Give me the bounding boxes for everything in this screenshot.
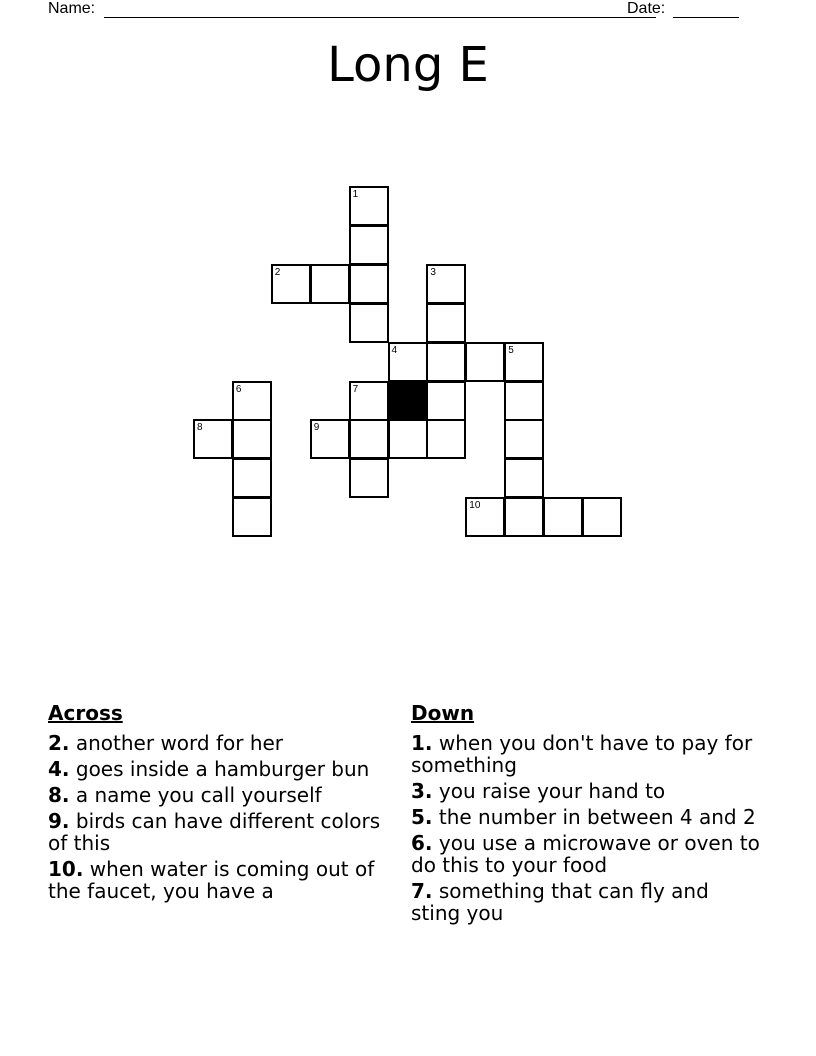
grid-cell[interactable]: [349, 186, 389, 226]
grid-cell[interactable]: [504, 342, 544, 382]
grid-cell[interactable]: [504, 497, 544, 537]
grid-cell[interactable]: [232, 497, 272, 537]
across-clue: [48, 758, 398, 780]
clue-number: 3.: [411, 779, 433, 803]
grid-cell[interactable]: [426, 381, 466, 421]
grid-cell[interactable]: [388, 419, 428, 459]
clue-text: you use a microwave or oven to do this to your food: [411, 831, 760, 877]
clue-number: 4.: [48, 757, 70, 781]
clue-number: 9.: [48, 809, 70, 833]
grid-cell[interactable]: [232, 419, 272, 459]
grid-cell[interactable]: [426, 264, 466, 304]
grid-cell[interactable]: [388, 342, 428, 382]
grid-cell[interactable]: [465, 497, 505, 537]
grid-black-cell: [388, 381, 428, 421]
clue-number: 7: [352, 383, 359, 395]
grid-cell[interactable]: [310, 419, 350, 459]
page-title: Long E: [327, 37, 489, 93]
grid-cell[interactable]: [426, 342, 466, 382]
clue-text: another word for her: [75, 731, 284, 755]
grid-cell[interactable]: [349, 303, 389, 343]
across-clue: [48, 858, 398, 902]
grid-cell[interactable]: [582, 497, 622, 537]
grid-cell[interactable]: [193, 419, 233, 459]
clue-number: 1: [352, 189, 359, 200]
date-label: Date:: [627, 0, 666, 17]
across-clue: [48, 784, 398, 806]
clue-text: a name you call yourself: [75, 783, 322, 807]
down-clue: [411, 806, 761, 828]
clue-number: 2.: [48, 731, 70, 755]
clue-text: goes inside a hamburger bun: [75, 757, 370, 781]
grid-cell[interactable]: [543, 497, 583, 537]
clue-number: 9: [313, 422, 320, 434]
grid-cell[interactable]: [504, 381, 544, 421]
across-clue: [48, 732, 398, 754]
clue-text: you raise your hand to: [438, 779, 666, 803]
down-clue: [411, 832, 761, 876]
clue-number: 3: [430, 266, 436, 278]
grid-cell[interactable]: [232, 458, 272, 498]
grid-cell[interactable]: [310, 264, 350, 304]
clue-number: 2: [274, 266, 281, 278]
grid-cell[interactable]: [426, 303, 466, 343]
clue-number: 10.: [48, 857, 84, 881]
clue-number: 1.: [411, 731, 433, 755]
clue-number: 5.: [411, 805, 433, 829]
grid-cell[interactable]: [349, 419, 389, 459]
clue-number: 10: [469, 500, 481, 512]
grid-cell[interactable]: [504, 419, 544, 459]
clue-number: 6: [235, 383, 242, 395]
down-clue: [411, 732, 761, 776]
across-heading: Across: [48, 701, 123, 725]
down-clue: [411, 780, 761, 802]
grid-cell[interactable]: [349, 264, 389, 304]
clue-text: birds can have different colors of this: [48, 809, 381, 855]
grid-cell[interactable]: [271, 264, 311, 304]
down-clues: [411, 702, 761, 928]
grid-cell[interactable]: [349, 458, 389, 498]
down-clue: [411, 880, 761, 924]
clue-number: 8.: [48, 783, 70, 807]
clue-number: 8: [197, 422, 203, 434]
clue-number: 7.: [411, 879, 433, 903]
name-label: Name:: [48, 0, 96, 17]
clue-text: when you don't have to pay for something: [411, 731, 753, 777]
down-clue-list: [411, 732, 761, 924]
clue-text: the number in between 4 and 2: [438, 805, 756, 829]
grid-cell[interactable]: [504, 458, 544, 498]
grid-cell[interactable]: [465, 342, 505, 382]
across-clue: [48, 810, 398, 854]
grid-cell[interactable]: [349, 381, 389, 421]
grid-cell[interactable]: [426, 419, 466, 459]
across-clue-list: [48, 732, 398, 902]
clue-number: 4: [391, 344, 398, 356]
clue-number: 6.: [411, 831, 433, 855]
clue-number: 5: [508, 344, 514, 356]
clue-text: something that can fly and sting you: [411, 879, 709, 925]
down-heading: Down: [411, 701, 475, 725]
clue-text: when water is coming out of the faucet, you have a: [48, 857, 375, 903]
grid-cell[interactable]: [349, 225, 389, 265]
grid-cell[interactable]: [232, 381, 272, 421]
across-clues: [48, 702, 398, 906]
